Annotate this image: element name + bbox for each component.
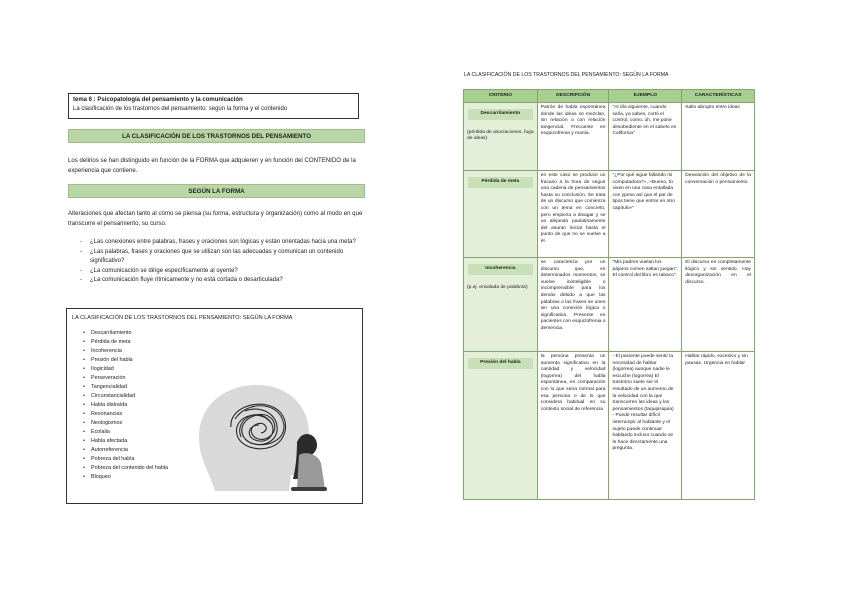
question-item: - ¿Las conexiones entre palabras, frases y oraciones son lógicas y están orientadas hacia una meta?	[80, 238, 364, 248]
example-cell: - El paciente puede sentir la necesidad de hablar (logorrea) aunque nadie le escuche (logorrea) El trastorno suele ser el resultado de un aumento de la velocidad con la que transcurren las ideas y los pensamientos (taquipsiquia) - Puede resultar difícil interrumpir al hablante y el sujeto puede continuar hablando incluso cuando se le hace directamente una pregunta.	[609, 352, 682, 500]
intro-paragraph: Los delirios se han distinguido en función de la FORMA que adquieren y en función del CONTENIDO de la experiencia que contiene.	[68, 157, 356, 174]
table-row	[464, 258, 755, 352]
table-header-row	[464, 90, 755, 103]
characteristics-cell: El discurso es completamente ilógico y sin sentido. Hay desorganización en el discurso.	[682, 258, 755, 352]
topic-header-box	[68, 93, 359, 119]
table-row	[464, 103, 755, 171]
criterion-name: Incoherencia	[468, 264, 533, 275]
topic-subtitle: La clasificación de los trastornos del pensamiento: según la forma y el contenido	[73, 106, 288, 112]
characteristics-cell: Hablar rápido, excesivo y sin pausas. Urgencia en hablar	[682, 352, 755, 500]
list-item: • Ilogicidad	[83, 365, 168, 374]
list-item: • Pérdida de meta	[83, 338, 168, 347]
description-cell: se caracteriza por un discurso que, en determinados momentos, se vuelve ininteligible o incomprensible para los demás debido a que las palabras o las frases se unen sin una conexión lógica o significativa. Presente en pacientes con esquizofrenia o demencia.	[537, 258, 609, 352]
list-item: • Bloqueo	[83, 473, 168, 482]
criterion-cell	[464, 258, 538, 352]
example-cell: "Mis padres vuelan los pájaros comen saltan juegan". El control del libro es tabaco".	[609, 258, 682, 352]
column-header: CRITERIO	[464, 90, 538, 103]
characteristics-cell: Desviación del objetivo de la conversación o pensamiento	[682, 171, 755, 258]
criterion-note: (pérdida de asociaciones, fuga de ideas)	[467, 129, 534, 142]
list-item: • Autorreferencia	[83, 446, 168, 455]
questions-list	[80, 238, 364, 286]
list-item: • Habla distraída	[83, 401, 168, 410]
criterion-cell	[464, 171, 538, 258]
list-item: • Ecolalia	[83, 428, 168, 437]
column-header: CARACTERÍSTICAS	[682, 90, 755, 103]
section-title: LA CLASIFICACIÓN DE LOS TRASTORNOS DEL PENSAMIENTO	[68, 129, 365, 143]
question-item: - ¿La comunicación fluye rítmicamente y no está cortada o desarticulada?	[80, 276, 364, 286]
table-caption: LA CLASIFICACIÓN DE LOS TRASTORNOS DEL PENSAMIENTO: SEGÚN LA FORMA	[464, 72, 669, 78]
description-cell: la persona presenta un aumento significativo en la cantidad y velocidad (logorrea) del habla espontánea, en comparación con lo que sería normal para esa persona o de lo que considera habitual en su contexto social de referencia	[537, 352, 609, 500]
criterion-name: Descarrilamiento	[468, 109, 533, 120]
criterion-cell	[464, 352, 538, 500]
classification-box-title: LA CLASIFICACIÓN DE LOS TRASTORNOS DEL PENSAMIENTO: SEGÚN LA FORMA	[72, 315, 293, 321]
topic-title: tema 6 : Psicopatología del pensamiento y la comunicación	[73, 97, 243, 103]
column-header: DESCRIPCIÓN	[537, 90, 609, 103]
list-item: • Resonancias	[83, 410, 168, 419]
list-item: • Neologismos	[83, 419, 168, 428]
classification-list	[83, 329, 168, 482]
list-item: • Presión del habla	[83, 356, 168, 365]
question-item: - ¿Las palabras, frases y oraciones que se utilizan son las adecuadas y comunican un contenido significativo?	[80, 248, 364, 267]
list-item: • Perseveración	[83, 374, 168, 383]
table-row	[464, 171, 755, 258]
list-item: • Descarrilamiento	[83, 329, 168, 338]
list-item: • Pobreza del contenido del habla	[83, 464, 168, 473]
classification-box	[66, 308, 363, 504]
criterion-name: Presión del habla	[468, 358, 533, 369]
description-cell: Patrón de habla espontánea donde las ideas se mezclan, sin relación o con relación tangencial. Frecuente en esquizofrenia y manía.	[537, 103, 609, 171]
list-item: • Pobreza del habla	[83, 455, 168, 464]
subsection-title: SEGÚN LA FORMA	[68, 184, 365, 198]
example-cell: "Al día siguiente, cuando salía, ya sabes, cortó el control, como, uh, me pone desobediente en el sabelo en California"	[609, 103, 682, 171]
list-item: • Circunstancialidad	[83, 392, 168, 401]
column-header: EJEMPLO	[609, 90, 682, 103]
question-item: - ¿La comunicación se dirige específicamente al oyente?	[80, 267, 364, 277]
head-scribble-illustration	[185, 379, 335, 497]
criteria-table	[463, 89, 755, 500]
criterion-name: Pérdida de meta	[468, 177, 533, 188]
example-cell: "¿Por qué sigue fallando mi computadora?», «Bueno, tú viven en una casa entallada con ypeso así que el par de tipos tiene que entrar en otro capítulo»"	[609, 171, 682, 258]
description-cell: en este caso se produce un fracaso a la hora de seguir una cadena de pensamientos hasta su conclusión. Se trata de un discurso que comienza con un tema en concreto, pero empieza a divagar y se va alejando paulatinamente del asunto inicial hasta el punto de que no se vuelve a él.	[537, 171, 609, 258]
list-item: • Tangencialidad	[83, 383, 168, 392]
criterion-note: (p.ej. ensalada de palabras)	[467, 284, 528, 290]
alterations-paragraph: Alteraciones que afectan tanto al cómo se piensa (su forma, estructura y organización) como al modo en que transcurre el pensamiento, su curso.	[68, 210, 363, 227]
table-row	[464, 352, 755, 500]
criterion-cell	[464, 103, 538, 171]
list-item: • Habla afectada	[83, 437, 168, 446]
characteristics-cell: Salto abrupto entre ideas	[682, 103, 755, 171]
list-item: • Incoherencia	[83, 347, 168, 356]
